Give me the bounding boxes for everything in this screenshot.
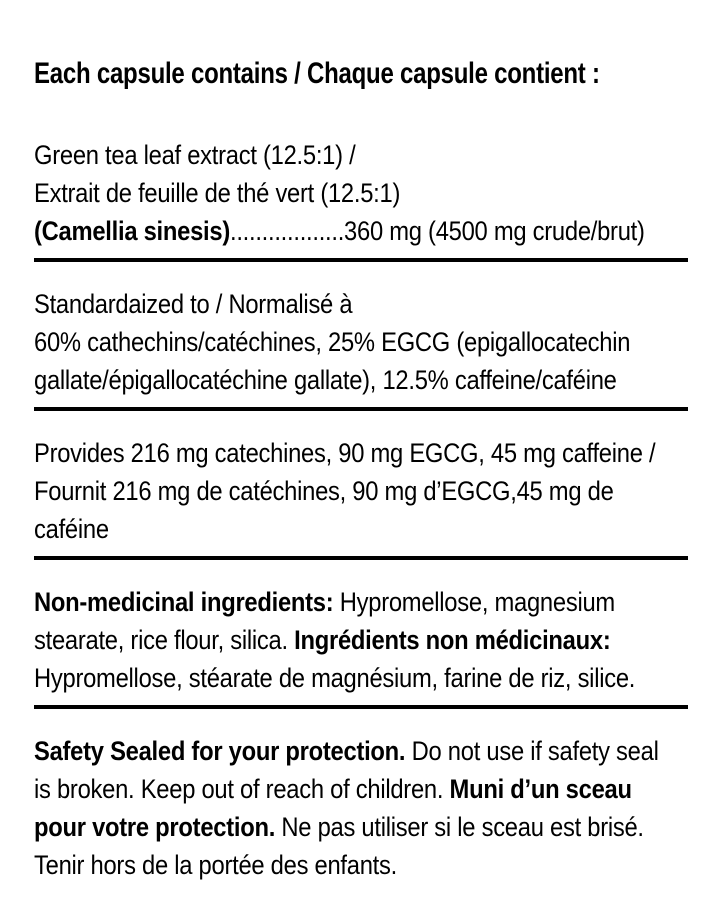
text-segment: Extrait de feuille de thé vert (12.5:1) [34, 178, 401, 208]
text-line [34, 621, 609, 659]
text-line [34, 583, 615, 621]
text-segment: ..................360 mg (4500 mg crude/brut) [229, 216, 645, 246]
text-segment: Hypromellose, stéarate de magnésium, farine de riz, silice. [34, 663, 636, 693]
text-line [34, 846, 609, 884]
text-line [34, 659, 636, 697]
bold-text-segment: Safety Sealed for your protection. [34, 736, 406, 766]
text-line [34, 361, 617, 399]
text-segment: Provides 216 mg catechines, 90 mg EGCG, 45 mg caffeine / [34, 438, 656, 468]
text-segment: Fournit 216 mg de catéchines, 90 mg d’EGCG,45 mg de [34, 476, 614, 506]
bold-text-segment: Muni d’un sceau [449, 774, 632, 804]
section-non-medicinal-ingredients [34, 583, 687, 697]
section-provides [34, 434, 687, 548]
text-segment: Standardaized to / Normalisé à [34, 289, 353, 319]
label-title: Each capsule contains / Chaque capsule contient : [34, 57, 600, 90]
text-line [34, 285, 609, 323]
text-line [34, 808, 644, 846]
text-line [34, 732, 659, 770]
text-line [34, 434, 656, 472]
text-segment: Green tea leaf extract (12.5:1) / [34, 140, 356, 170]
divider-rule [34, 407, 688, 411]
section-medicinal-ingredient [34, 136, 687, 250]
text-line [34, 174, 609, 212]
bold-text-segment: pour votre protection. [34, 812, 276, 842]
bold-text-segment: Ingrédients non médicinaux: [294, 625, 611, 655]
text-segment: Tenir hors de la portée des enfants. [34, 850, 397, 880]
text-segment: gallate/épigallocatéchine gallate), 12.5% caffeine/caféine [34, 365, 617, 395]
bold-text-segment: (Camellia sinesis) [34, 216, 230, 246]
divider-rule [34, 705, 688, 709]
text-segment: 60% cathechins/catéchines, 25% EGCG (epigallocatechin [34, 327, 631, 357]
text-line [34, 770, 632, 808]
text-segment: is broken. Keep out of reach of children. [34, 774, 450, 804]
text-segment: Do not use if safety seal [405, 736, 659, 766]
text-line [34, 136, 609, 174]
section-standardized-to [34, 285, 687, 399]
text-segment: caféine [34, 514, 109, 544]
bold-text-segment: Non-medicinal ingredients: [34, 587, 334, 617]
divider-rule [34, 258, 688, 262]
text-line [34, 323, 631, 361]
text-segment: Hypromellose, magnesium [333, 587, 615, 617]
text-line [34, 472, 614, 510]
text-segment: Ne pas utiliser si le sceau est brisé. [275, 812, 644, 842]
text-line [34, 212, 645, 250]
text-segment: stearate, rice flour, silica. [34, 625, 295, 655]
divider-rule [34, 556, 688, 560]
text-line [34, 510, 609, 548]
section-safety-seal [34, 732, 687, 884]
